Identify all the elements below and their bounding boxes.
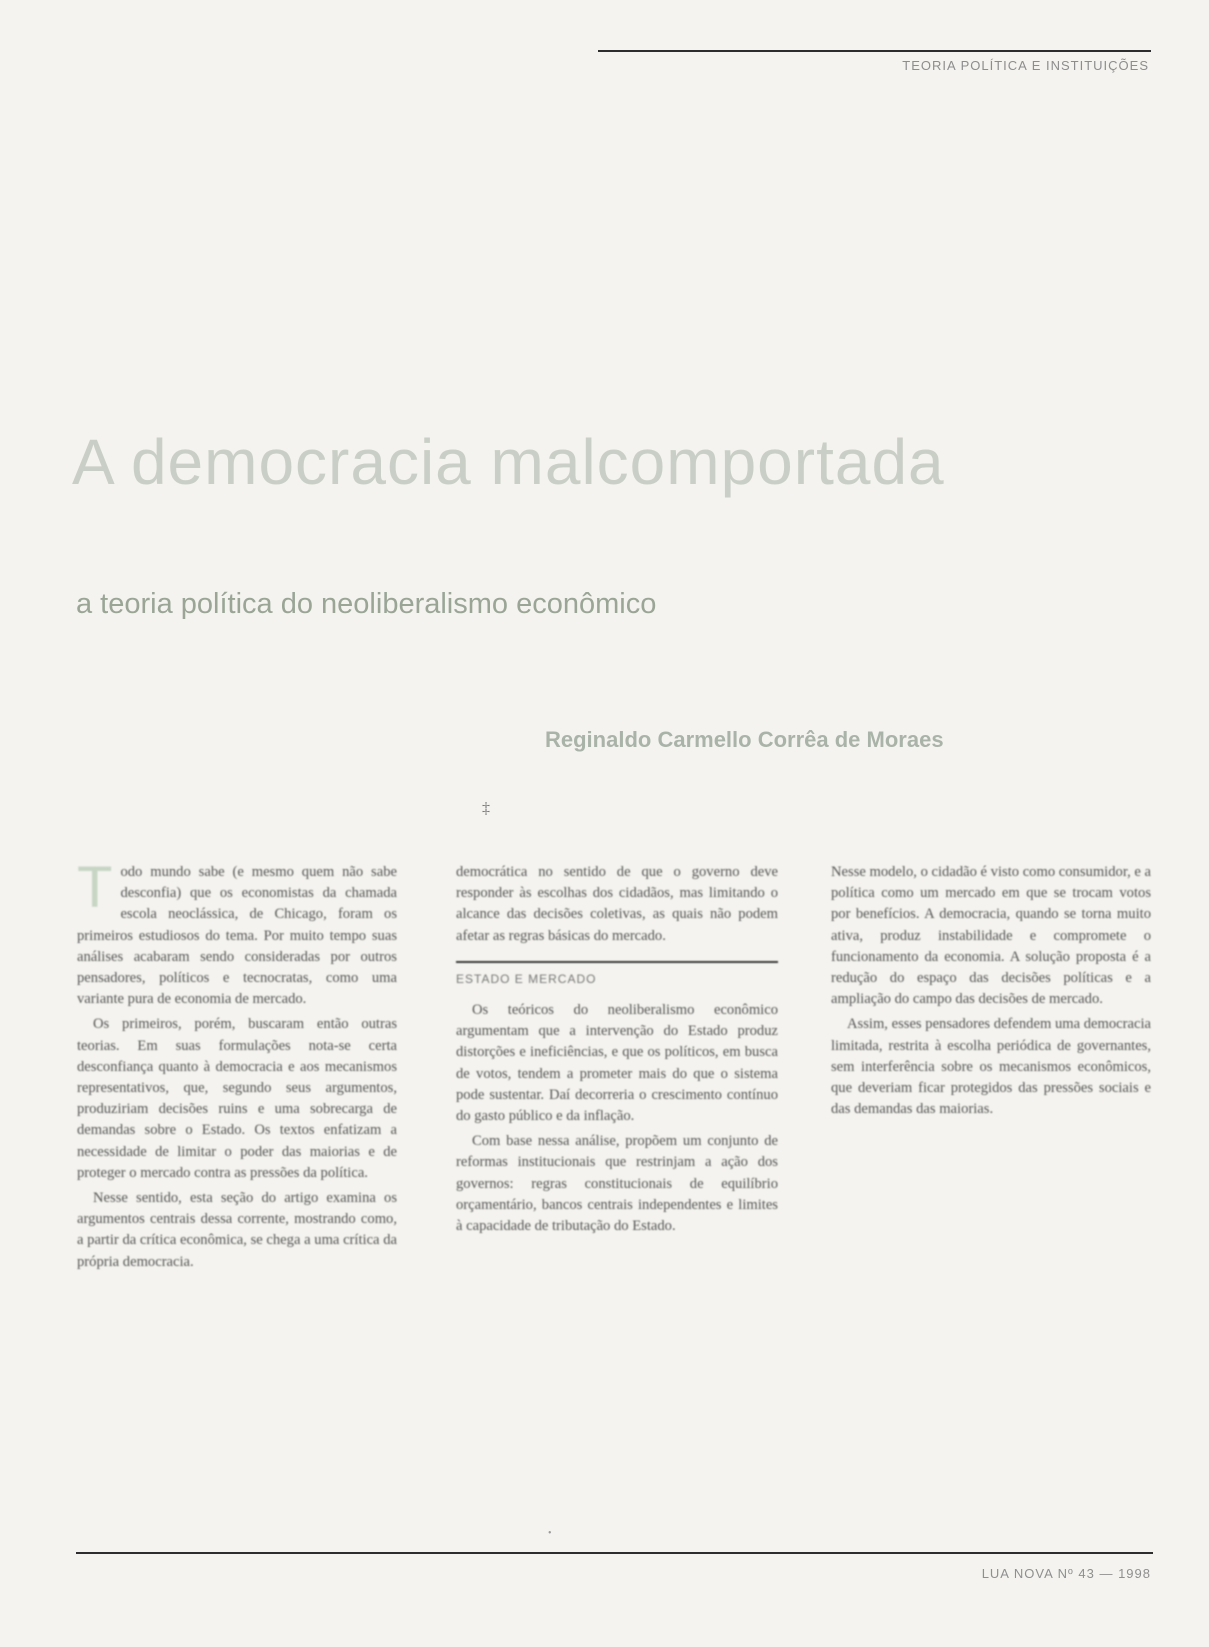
top-rule (598, 50, 1151, 52)
running-head: TEORIA POLÍTICA E INSTITUIÇÕES (902, 58, 1149, 73)
article-subtitle: a teoria política do neoliberalismo econômico (76, 588, 657, 620)
separator-mark: ‡ (482, 800, 490, 817)
paragraph (77, 855, 397, 1010)
drop-cap: T (77, 855, 113, 920)
footer-page-label: LUA NOVA Nº 43 — 1998 (981, 1566, 1151, 1581)
body-column-1 (77, 855, 397, 1277)
article-title: A democracia malcomportada (72, 426, 945, 498)
article-author: Reginaldo Carmello Corrêa de Moraes (545, 727, 944, 752)
bottom-mark: • (548, 1528, 552, 1539)
paragraph-text: odo mundo sabe (e mesmo quem não sabe desconfia) que os economistas da chamada escola neoclássica, de Chicago, foram os primeiros estudiosos do tema. Por muito tempo suas análises acabaram sendo consideradas por outros pensadores, políticos e tecnocratas, como uma variante pura de economia de mercado. (77, 864, 397, 1008)
paragraph: Nesse sentido, esta seção do artigo examina os argumentos centrais dessa corrente, mostrando como, a partir da crítica econômica, se chega a uma crítica da própria democracia. (77, 1190, 397, 1270)
paragraph: Os teóricos do neoliberalismo econômico argumentam que a intervenção do Estado produz distorções e ineficiências, e que os políticos, em busca de votos, tendem a prometer mais do que o sistema pode sustentar. Daí decorreria o crescimento contínuo do gasto público e da inflação. (456, 1002, 778, 1125)
section-heading: ESTADO E MERCADO (456, 961, 778, 990)
paragraph: Os primeiros, porém, buscaram então outras teorias. Em suas formulações nota-se certa desconfiança quanto à democracia e aos mecanismos representativos, que, segundo seus argumentos, produziriam decisões ruins e uma sobrecarga de demandas sobre o Estado. Os textos enfatizam a necessidade de limitar o poder das maiorias e de proteger o mercado contra as pressões da política. (77, 1016, 397, 1181)
paragraph: Assim, esses pensadores defendem uma democracia limitada, restrita à escolha periódica de governantes, sem interferência sobre os mecanismos econômicos, que deveriam ficar protegidos das pressões sociais e das demandas das maiorias. (831, 1016, 1151, 1118)
paragraph: Com base nessa análise, propõem um conjunto de reformas institucionais que restrinjam a ação dos governos: regras constitucionais de equilíbrio orçamentário, bancos centrais independentes e limites à capacidade de tributação do Estado. (456, 1133, 778, 1235)
bottom-rule (76, 1552, 1153, 1554)
paragraph: democrática no sentido de que o governo deve responder às escolhas dos cidadãos, mas limitando o alcance das decisões coletivas, as quais não podem afetar as regras básicas do mercado. (456, 864, 778, 944)
body-column-3 (831, 862, 1151, 1124)
body-column-2 (456, 862, 778, 1241)
paragraph: Nesse modelo, o cidadão é visto como consumidor, e a política como um mercado em que se trocam votos por benefícios. A democracia, quando se torna muito ativa, produz instabilidade e compromete o funcionamento da economia. A solução proposta é a redução do espaço das decisões políticas e a ampliação do campo das decisões de mercado. (831, 864, 1151, 1008)
